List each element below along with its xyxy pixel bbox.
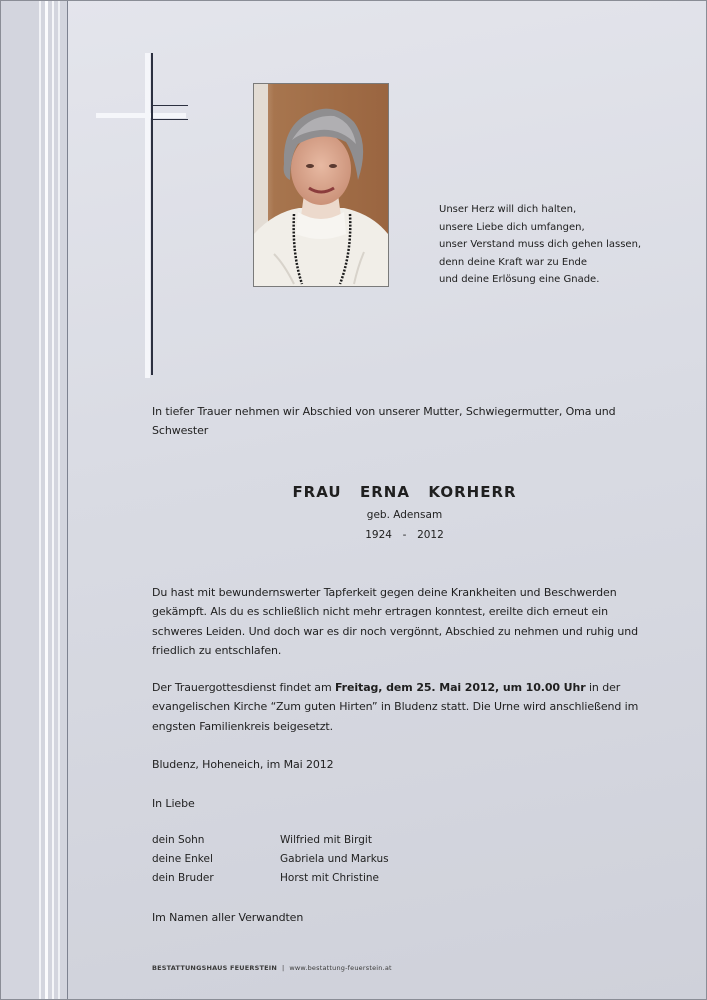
stripe-line	[39, 1, 41, 999]
family-list	[152, 831, 389, 888]
deceased-name: FRAU ERNA KORHERR	[292, 483, 517, 501]
tribute-paragraph: Du hast mit bewundernswerter Tapferkeit gegen deine Krankheiten und Beschwerden gekämpft. Als du es schließlich nicht mehr ertragen konntest, ereilte dich erneut ein schweres Leiden. Und doch war es dir noch vergönnt, Abschied zu nehmen und ruhig und friedlich zu entschlafen.	[152, 586, 639, 657]
poem-line: und deine Erlösung eine Gnade.	[439, 274, 600, 286]
footer-brand: BESTATTUNGSHAUS FEUERSTEIN	[152, 964, 277, 972]
family-names: Horst mit Christine	[280, 872, 380, 884]
stripe-line	[45, 1, 48, 999]
list-item	[152, 869, 389, 888]
cross-icon	[96, 53, 191, 378]
intro-text: In tiefer Trauer nehmen wir Abschied von unserer Mutter, Schwiegermutter, Oma und Schwester	[152, 405, 616, 438]
in-love-line: In Liebe	[152, 797, 195, 810]
portrait-photo	[253, 83, 389, 287]
poem-line: Unser Herz will dich halten,	[439, 204, 577, 215]
family-names: Wilfried mit Birgit	[280, 834, 372, 846]
list-item	[152, 850, 389, 869]
service-paragraph	[152, 678, 657, 736]
footer-separator: |	[282, 964, 285, 972]
stripe-line	[52, 1, 54, 999]
poem-line: unser Verstand muss dich gehen lassen,	[439, 239, 642, 251]
poem-line: denn deine Kraft war zu Ende	[439, 256, 588, 268]
service-date: Freitag, dem 25. Mai 2012, um 10.00 Uhr	[334, 681, 586, 694]
decorative-stripe-band	[1, 1, 68, 999]
family-names: Gabriela und Markus	[280, 853, 389, 865]
family-relation: dein Sohn	[152, 834, 205, 846]
poem-line: unsere Liebe dich umfangen,	[439, 221, 585, 233]
footer-website: www.bestattung-feuerstein.at	[289, 964, 392, 972]
family-relation: dein Bruder	[152, 872, 214, 884]
stripe-line	[58, 1, 60, 999]
relatives-line: Im Namen aller Verwandten	[152, 911, 304, 924]
service-text-after: in der evangelischen Kirche “Zum guten Hirten” in Bludenz statt. Die Urne wird anschließend im engsten Familienkreis beigesetzt.	[152, 681, 639, 733]
life-years: 1924 - 2012	[365, 529, 444, 541]
place-date: Bludenz, Hoheneich, im Mai 2012	[152, 758, 334, 771]
service-text-before: Der Trauergottesdienst findet am	[152, 681, 335, 694]
birth-name: geb. Adensam	[366, 509, 443, 521]
poem	[439, 201, 689, 289]
list-item	[152, 831, 389, 850]
family-relation: deine Enkel	[152, 853, 213, 865]
deceased-block	[152, 481, 657, 544]
footer	[152, 964, 392, 972]
